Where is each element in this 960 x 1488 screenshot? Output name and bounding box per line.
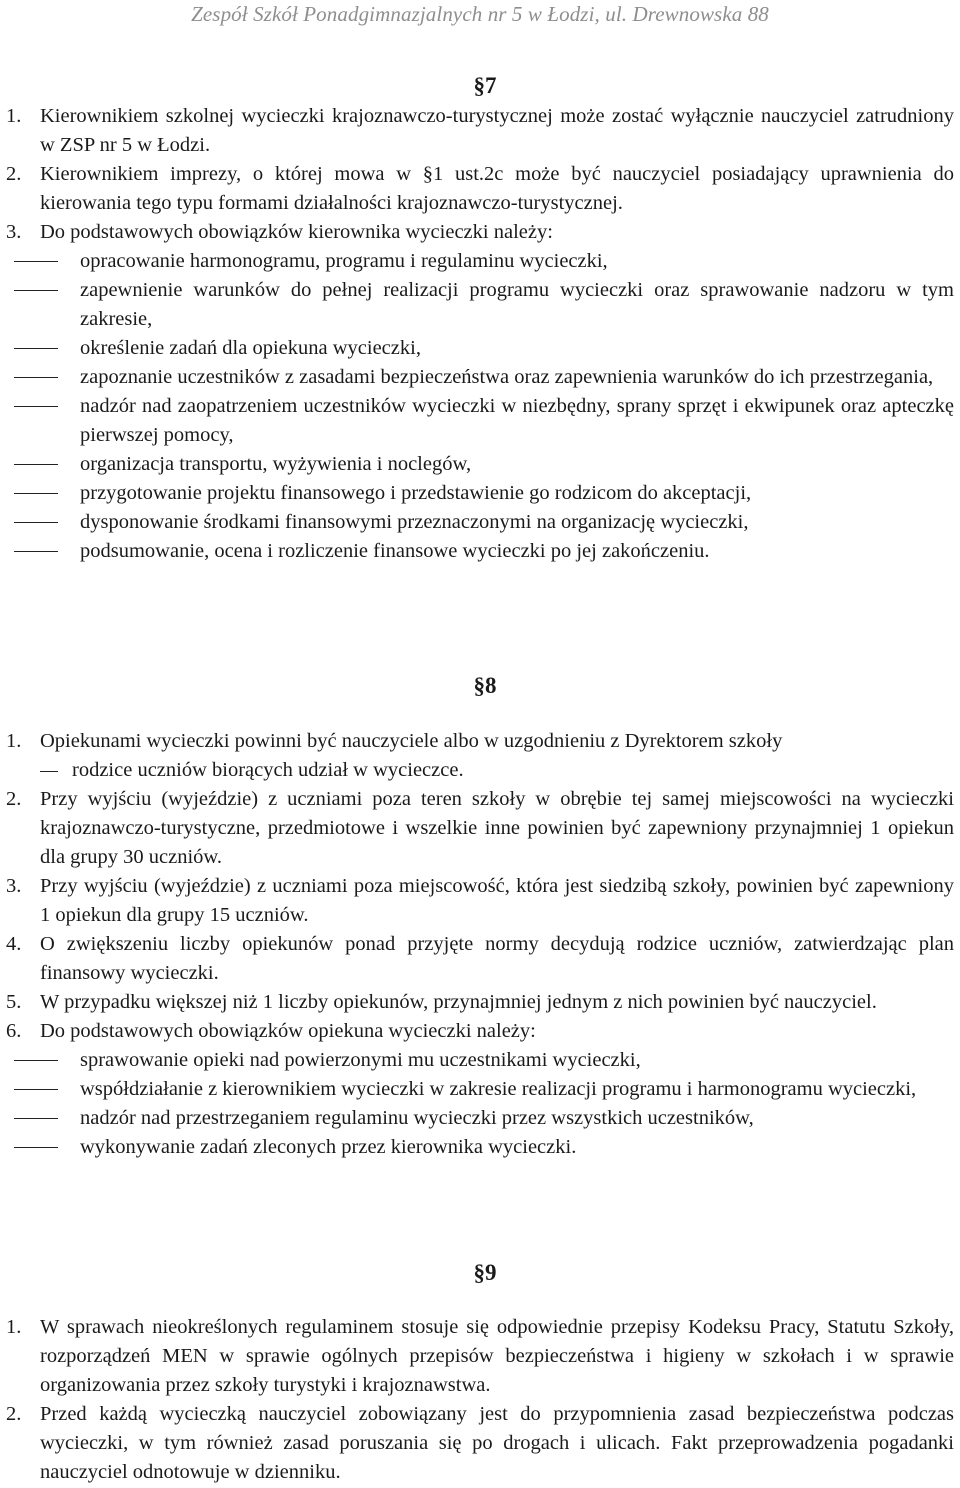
dash-bullet	[14, 377, 58, 378]
dash-bullet	[40, 771, 58, 772]
item-number: 3.	[6, 221, 22, 243]
dash-bullet	[14, 348, 58, 349]
dash-bullet	[14, 406, 58, 407]
dash-bullet	[14, 1089, 58, 1090]
section-7	[0, 68, 960, 566]
duty-text: określenie zadań dla opiekuna wycieczki,	[80, 337, 421, 359]
page-header: Zespół Szkół Ponadgimnazjalnych nr 5 w Łodzi, ul. Drewnowska 88	[191, 2, 769, 26]
duty-item	[0, 363, 960, 392]
item-number: 6.	[6, 1020, 22, 1042]
item-text: Opiekunami wycieczki powinni być nauczyciele albo w uzgodnieniu z Dyrektorem szkoły	[40, 730, 783, 752]
section-9-item-2	[0, 1400, 960, 1487]
item-text: Do podstawowych obowiązków opiekuna wycieczki należy:	[40, 1020, 536, 1042]
section-7-item-3	[0, 218, 960, 247]
item-number: 3.	[6, 875, 22, 897]
item-number: 4.	[6, 933, 22, 955]
duty-text: nadzór nad zaopatrzeniem uczestników wycieczki w niezbędny, sprany sprzęt i ekwipunek oraz apteczkę pierwszej pomocy,	[80, 395, 954, 446]
duty-text: opracowanie harmonogramu, programu i regulaminu wycieczki,	[80, 250, 608, 272]
duty-item	[0, 537, 960, 566]
duty-item	[0, 247, 960, 276]
duty-item	[0, 276, 960, 334]
dash-bullet	[14, 1147, 58, 1148]
dash-bullet	[14, 290, 58, 291]
section-8-title: §8	[473, 673, 497, 698]
dash-bullet	[14, 493, 58, 494]
item-number: 2.	[6, 788, 22, 810]
section-8-item-4	[0, 930, 960, 988]
item-number: 2.	[6, 163, 22, 185]
section-8	[0, 668, 960, 1162]
item-text-continuation: rodzice uczniów biorących udział w wycieczce.	[72, 759, 464, 781]
duty-text: sprawowanie opieki nad powierzonymi mu uczestnikami wycieczki,	[80, 1049, 641, 1071]
duty-item	[0, 1104, 960, 1133]
duty-text: podsumowanie, ocena i rozliczenie finansowe wycieczki po jej zakończeniu.	[80, 540, 710, 562]
dash-bullet	[14, 551, 58, 552]
item-text: Kierownikiem imprezy, o której mowa w §1 ust.2c może być nauczyciel posiadający uprawnienia do kierowania tego typu formami działalności krajoznawczo-turystycznej.	[40, 163, 954, 214]
duty-item	[0, 508, 960, 537]
section-8-item-5	[0, 988, 960, 1017]
duty-item	[0, 334, 960, 363]
item-text: Przy wyjściu (wyjeździe) z uczniami poza miejscowość, która jest siedzibą szkoły, powinien być zapewniony 1 opiekun dla grupy 15 uczniów.	[40, 875, 954, 926]
duty-text: zapoznanie uczestników z zasadami bezpieczeństwa oraz zapewnienia warunków do ich przestrzegania,	[80, 366, 934, 388]
section-9-title: §9	[473, 1260, 497, 1285]
section-7-title: §7	[473, 73, 497, 98]
duty-text: wykonywanie zadań zleconych przez kierownika wycieczki.	[80, 1136, 577, 1158]
dash-bullet	[14, 261, 58, 262]
item-text: Do podstawowych obowiązków kierownika wycieczki należy:	[40, 221, 553, 243]
duty-item	[0, 1075, 960, 1104]
duty-text: przygotowanie projektu finansowego i przedstawienie go rodzicom do akceptacji,	[80, 482, 752, 504]
section-9-item-1	[0, 1313, 960, 1400]
duty-item	[0, 479, 960, 508]
duty-item	[0, 1046, 960, 1075]
dash-bullet	[14, 1118, 58, 1119]
item-text: W przypadku większej niż 1 liczby opiekunów, przynajmniej jednym z nich powinien być nauczyciel.	[40, 991, 877, 1013]
section-9	[0, 1255, 960, 1487]
item-number: 1.	[6, 1316, 22, 1338]
item-number: 1.	[6, 105, 22, 127]
item-text: O zwiększeniu liczby opiekunów ponad przyjęte normy decydują rodzice uczniów, zatwierdzając plan finansowy wycieczki.	[40, 933, 954, 984]
duty-item	[0, 392, 960, 450]
dash-bullet	[14, 1060, 58, 1061]
duty-text: zapewnienie warunków do pełnej realizacji programu wycieczki oraz sprawowanie nadzoru w tym zakresie,	[80, 279, 954, 330]
section-8-item-1-continuation	[0, 756, 960, 785]
dash-bullet	[14, 522, 58, 523]
item-text: Kierownikiem szkolnej wycieczki krajoznawczo-turystycznej może zostać wyłącznie nauczyciel zatrudniony w ZSP nr 5 w Łodzi.	[40, 105, 954, 156]
dash-bullet	[14, 464, 58, 465]
section-8-item-6	[0, 1017, 960, 1046]
item-text: Przed każdą wycieczką nauczyciel zobowiązany jest do przypomnienia zasad bezpieczeństwa podczas wycieczki, w tym również zasad poruszania się po drogach i ulicach. Fakt przeprowadzenia pogadanki nauczyciel odnotowuje w dzienniku.	[40, 1403, 954, 1483]
item-number: 2.	[6, 1403, 22, 1425]
duty-item	[0, 450, 960, 479]
duty-text: nadzór nad przestrzeganiem regulaminu wycieczki przez wszystkich uczestników,	[80, 1107, 754, 1129]
section-8-item-3	[0, 872, 960, 930]
duty-item	[0, 1133, 960, 1162]
item-text: Przy wyjściu (wyjeździe) z uczniami poza teren szkoły w obrębie tej samej miejscowości na wycieczki krajoznawczo-turystyczne, przedmiotowe i wszelkie inne powinien być zapewniony przynajmniej 1 opiekun dla grupy 30 uczniów.	[40, 788, 954, 868]
item-number: 5.	[6, 991, 22, 1013]
section-8-item-1	[0, 727, 960, 756]
duty-text: organizacja transportu, wyżywienia i noclegów,	[80, 453, 472, 475]
duty-text: dysponowanie środkami finansowymi przeznaczonymi na organizację wycieczki,	[80, 511, 749, 533]
item-number: 1.	[6, 730, 22, 752]
duty-text: współdziałanie z kierownikiem wycieczki w zakresie realizacji programu i harmonogramu wycieczki,	[80, 1078, 917, 1100]
section-7-item-2	[0, 160, 960, 218]
item-text: W sprawach nieokreślonych regulaminem stosuje się odpowiednie przepisy Kodeksu Pracy, Statutu Szkoły, rozporządzeń MEN w sprawie ogólnych przepisów bezpieczeństwa i higieny w szkołach i w sprawie organizowania przez szkoły turystyki i krajoznawstwa.	[40, 1316, 954, 1396]
section-8-item-2	[0, 785, 960, 872]
section-7-item-1	[0, 102, 960, 160]
